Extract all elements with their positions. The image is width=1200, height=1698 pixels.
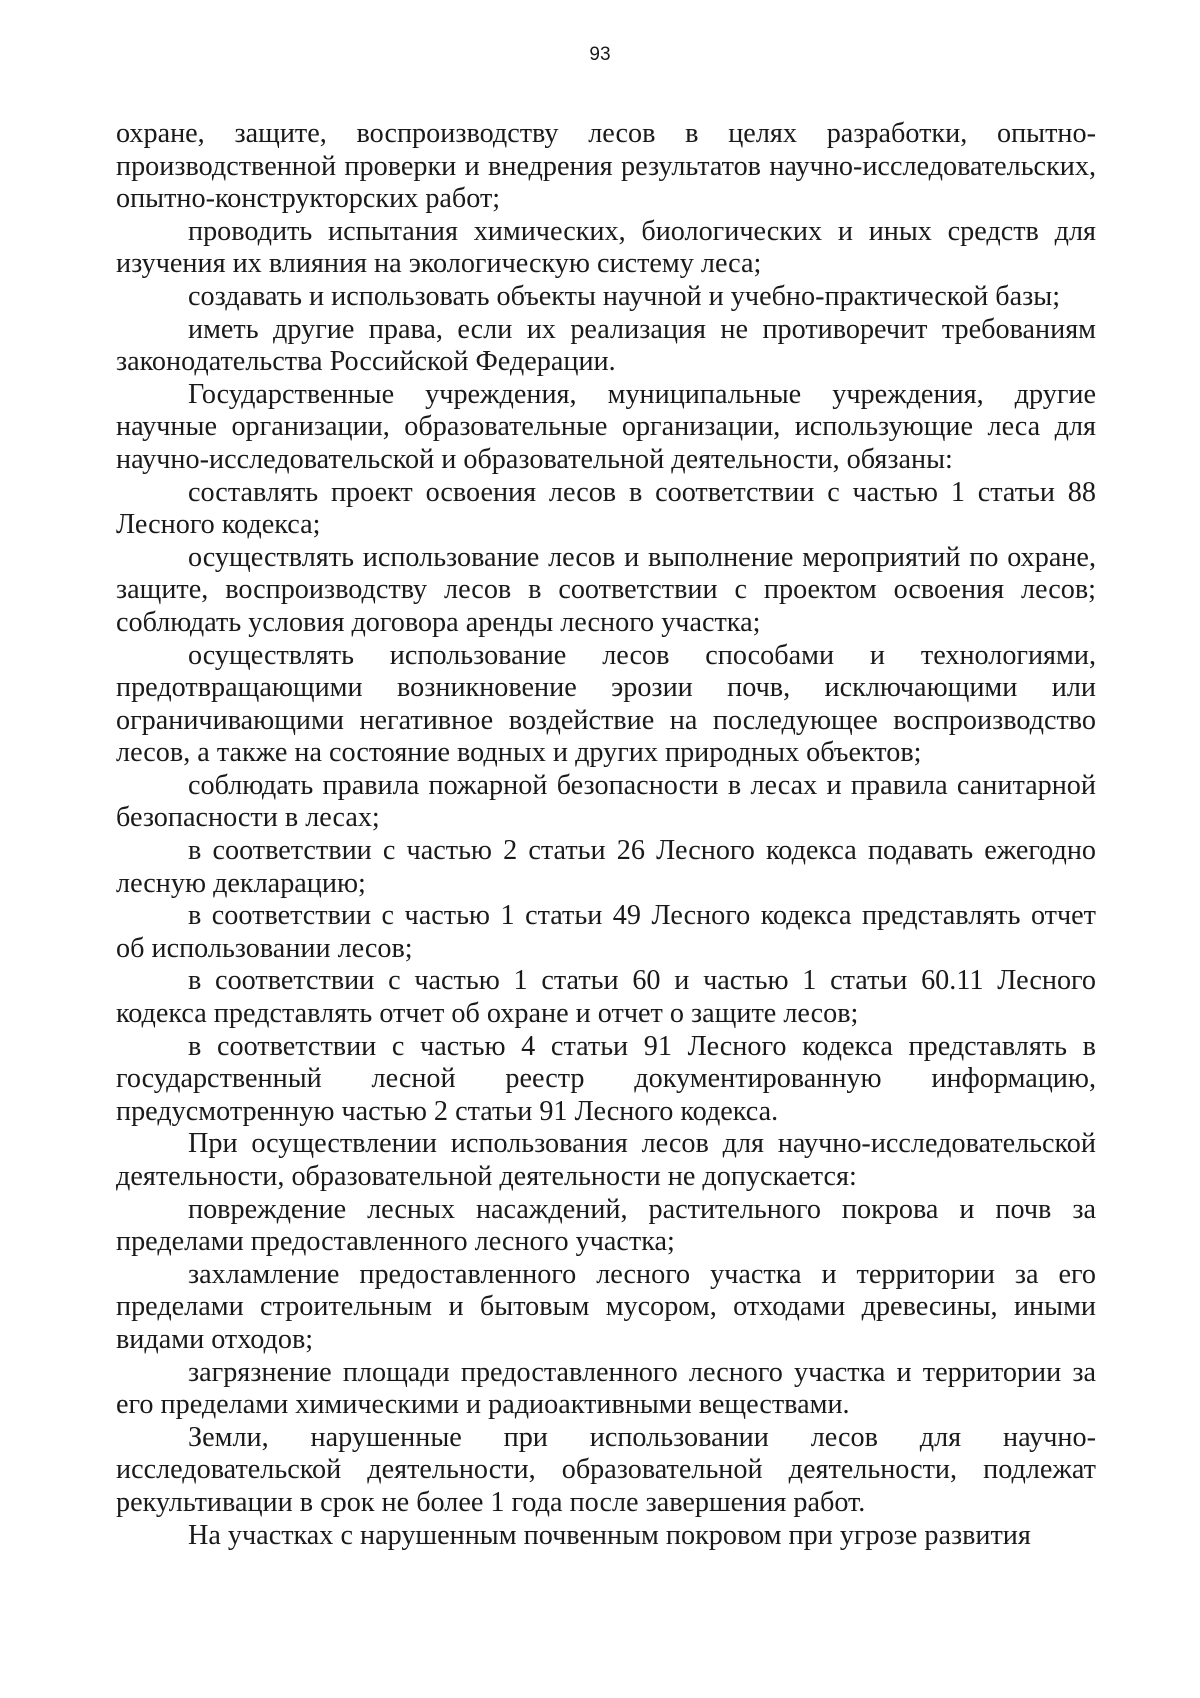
paragraph-13: в соответствии с частью 4 статьи 91 Лесного кодекса представлять в государственный лесной реестр документированную информацию, предусмотренную частью 2 статьи 91 Лесного кодекса. [116,1030,1096,1127]
paragraph-9: соблюдать правила пожарной безопасности в лесах и правила санитарной безопасности в лесах; [116,769,1096,834]
paragraph-18: Земли, нарушенные при использовании лесов для научно-исследовательской деятельности, образовательной деятельности, подлежат рекультивации в срок не более 1 года после завершения работ. [116,1421,1096,1518]
paragraph-17: загрязнение площади предоставленного лесного участка и территории за его пределами химическими и радиоактивными веществами. [116,1356,1096,1421]
paragraph-4: иметь другие права, если их реализация не противоречит требованиям законодательства Российской Федерации. [116,313,1096,378]
paragraph-15: повреждение лесных насаждений, растительного покрова и почв за пределами предоставленного лесного участка; [116,1193,1096,1258]
paragraph-2: проводить испытания химических, биологических и иных средств для изучения их влияния на экологическую систему леса; [116,215,1096,280]
paragraph-14: При осуществлении использования лесов для научно-исследовательской деятельности, образовательной деятельности не допускается: [116,1128,1096,1192]
paragraph-3: создавать и использовать объекты научной и учебно-практической базы; [188,280,1061,312]
document-body [116,118,1096,1552]
paragraph-19: На участках с нарушенным почвенным покровом при угрозе развития [188,1519,1031,1551]
paragraph-5: Государственные учреждения, муниципальные учреждения, другие научные организации, образовательные организации, использующие леса для научно-исследовательской и образовательной деятельности, обязаны: [116,378,1096,475]
paragraph-11: в соответствии с частью 1 статьи 49 Лесного кодекса представлять отчет об использовании лесов; [116,900,1096,964]
paragraph-6: составлять проект освоения лесов в соответствии с частью 1 статьи 88 Лесного кодекса; [116,476,1096,541]
page-number: 93 [589,44,611,65]
paragraph-10: в соответствии с частью 2 статьи 26 Лесного кодекса подавать ежегодно лесную декларацию; [116,835,1096,899]
paragraph-7: осуществлять использование лесов и выполнение мероприятий по охране, защите, воспроизводству лесов в соответствии с проектом освоения лесов; соблюдать условия договора аренды лесного участка; [116,541,1096,638]
paragraph-1: охране, защите, воспроизводству лесов в целях разработки, опытно-производственной проверки и внедрения результатов научно-исследовательских, опытно-конструкторских работ; [116,118,1096,215]
paragraph-8: осуществлять использование лесов способами и технологиями, предотвращающими возникновение эрозии почв, исключающими или ограничивающими негативное воздействие на последующее воспроизводство лесов, а также на состояние водных и других природных объектов; [116,639,1096,769]
paragraph-16: захламление предоставленного лесного участка и территории за его пределами строительным и бытовым мусором, отходами древесины, иными видами отходов; [116,1258,1096,1355]
paragraph-12: в соответствии с частью 1 статьи 60 и частью 1 статьи 60.11 Лесного кодекса представлять отчет об охране и отчет о защите лесов; [116,965,1096,1030]
